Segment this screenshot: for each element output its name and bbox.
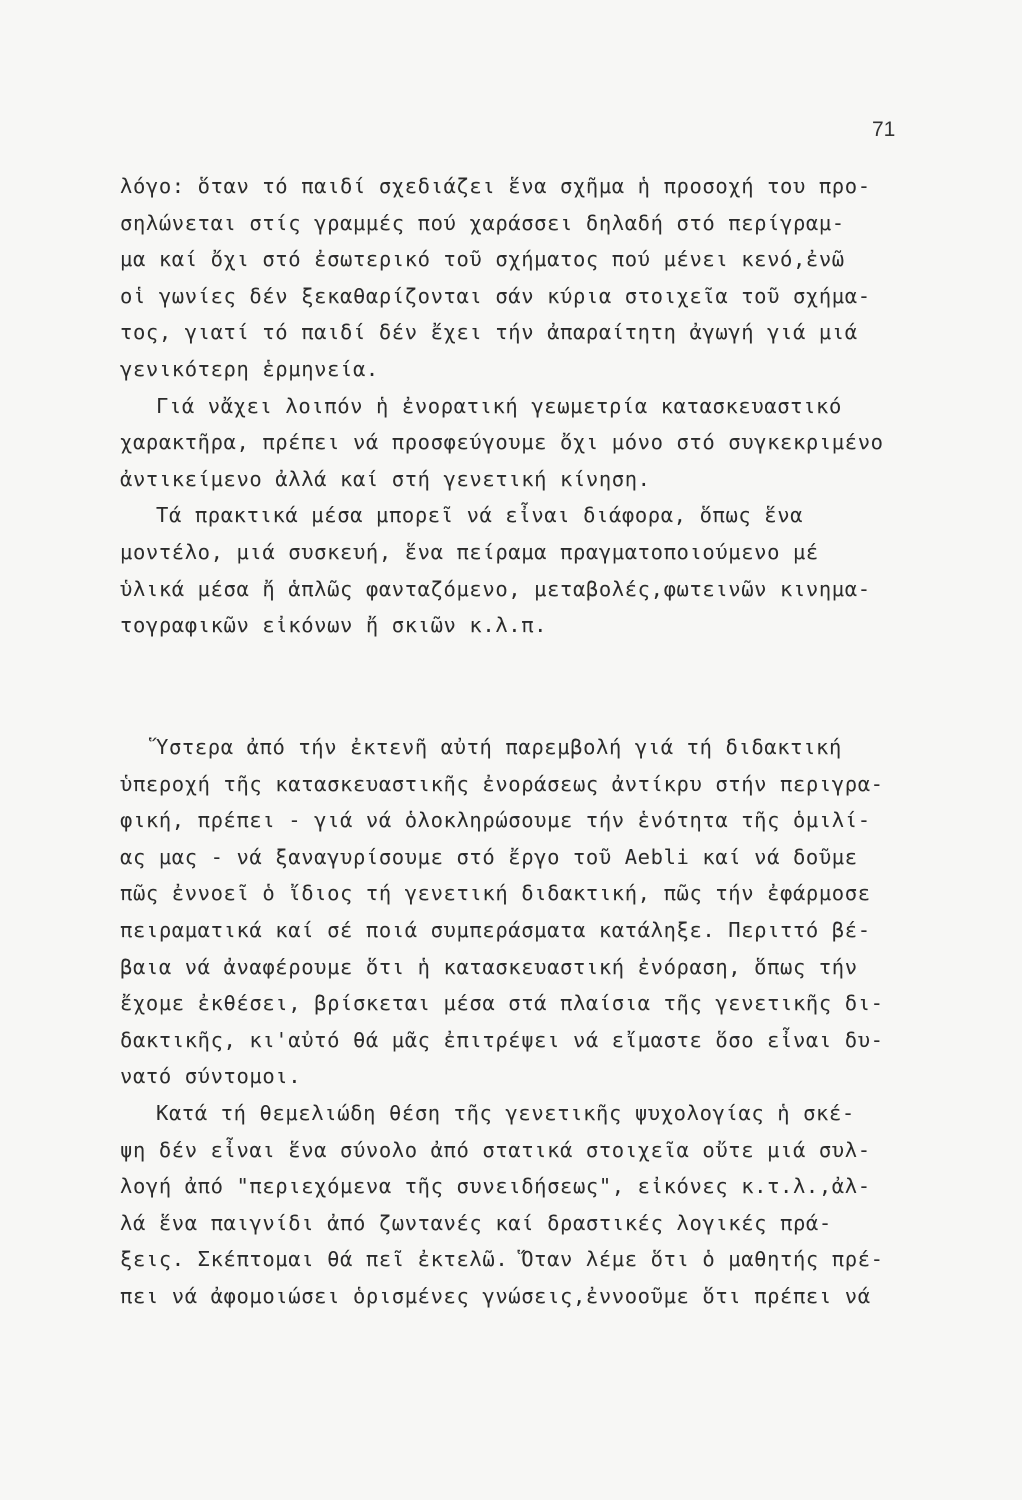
text-line: ἔχομε ἐκθέσει, βρίσκεται μέσα στά πλαίσια τῆς γενετικῆς δι- — [120, 991, 884, 1016]
text-line: σηλώνεται στίς γραμμές πού χαράσσει δηλαδή στό περίγραμ- — [120, 210, 845, 235]
text-line: νατό σύντομοι. — [120, 1064, 302, 1089]
text-line: βαια νά ἀναφέρουμε ὅτι ἡ κατασκευαστική ἐνόραση, ὅπως τήν — [120, 954, 858, 979]
text-line: φική, πρέπει - γιά νά ὁλοκληρώσουμε τήν ἑνότητα τῆς ὁμιλί- — [120, 808, 871, 833]
text-block-1 — [120, 168, 920, 644]
paragraph-start-line: Γιά νἄχει λοιπόν ἡ ἐνορατική γεωμετρία κατασκευαστικό — [156, 393, 842, 418]
text-line: πειραματικά καί σέ ποιά συμπεράσματα κατάληξε. Περιττό βέ- — [120, 917, 871, 942]
text-line: ξεις. Σκέπτομαι θά πεῖ ἐκτελῶ. Ὅταν λέμε ὅτι ὁ μαθητής πρέ- — [120, 1247, 884, 1272]
text-line: πει νά ἀφομοιώσει ὁρισμένες γνώσεις,ἐννοοῦμε ὅτι πρέπει νά — [120, 1283, 871, 1308]
text-line: χαρακτῆρα, πρέπει νά προσφεύγουμε ὄχι μόνο στό συγκεκριμένο — [120, 430, 884, 455]
text-line: λά ἕνα παιγνίδι ἀπό ζωντανές καί δραστικές λογικές πρά- — [120, 1210, 832, 1235]
text-line: τος, γιατί τό παιδί δέν ἔχει τήν ἀπαραίτητη ἀγωγή γιά μιά — [120, 320, 858, 345]
text-line: λογή ἀπό "περιεχόμενα τῆς συνειδήσεως", εἰκόνες κ.τ.λ.,ἀλ- — [120, 1174, 871, 1199]
text-line: ψη δέν εἶναι ἕνα σύνολο ἀπό στατικά στοιχεῖα οὔτε μιά συλ- — [120, 1137, 871, 1162]
text-line: δακτικῆς, κι'αὐτό θά μᾶς ἐπιτρέψει νά εἴμαστε ὅσο εἶναι δυ- — [120, 1027, 884, 1052]
paragraph-start-line: Τά πρακτικά μέσα μπορεῖ νά εἶναι διάφορα, ὅπως ἕνα — [156, 503, 804, 528]
text-line: ἀντικείμενο ἀλλά καί στή γενετική κίνηση. — [120, 466, 651, 491]
text-line: μοντέλο, μιά συσκευή, ἕνα πείραμα πραγματοποιούμενο μέ — [120, 539, 819, 564]
text-line: λόγο: ὅταν τό παιδί σχεδιάζει ἕνα σχῆμα ἡ προσοχή του προ- — [120, 174, 871, 198]
text-line: τογραφικῶν εἰκόνων ἤ σκιῶν κ.λ.π. — [120, 613, 548, 638]
paragraph-start-line: Ὕστερα ἀπό τήν ἐκτενῆ αὐτή παρεμβολή γιά τή διδακτική — [156, 735, 842, 759]
text-line: οἱ γωνίες δέν ξεκαθαρίζονται σάν κύρια στοιχεῖα τοῦ σχήμα- — [120, 283, 871, 308]
text-block-2 — [120, 729, 920, 1315]
text-line: μα καί ὄχι στό ἐσωτερικό τοῦ σχήματος πού μένει κενό,ἐνῶ — [120, 247, 845, 272]
text-line: γενικότερη ἑρμηνεία. — [120, 356, 379, 381]
paragraph-start-line: Κατά τή θεμελιώδη θέση τῆς γενετικῆς ψυχολογίας ἡ σκέ- — [156, 1100, 855, 1125]
text-line: ας μας - νά ξαναγυρίσουμε στό ἔργο τοῦ Aebli καί νά δοῦμε — [120, 844, 858, 869]
page-number: 71 — [872, 118, 896, 141]
text-line: ὑλικά μέσα ἤ ἁπλῶς φανταζόμενο, μεταβολές,φωτεινῶν κινημα- — [120, 576, 871, 601]
text-line: πῶς ἐννοεῖ ὁ ἴδιος τή γενετική διδακτική, πῶς τήν ἐφάρμοσε — [120, 881, 871, 906]
text-line: ὑπεροχή τῆς κατασκευαστικῆς ἐνοράσεως ἀντίκρυ στήν περιγρα- — [120, 771, 884, 796]
